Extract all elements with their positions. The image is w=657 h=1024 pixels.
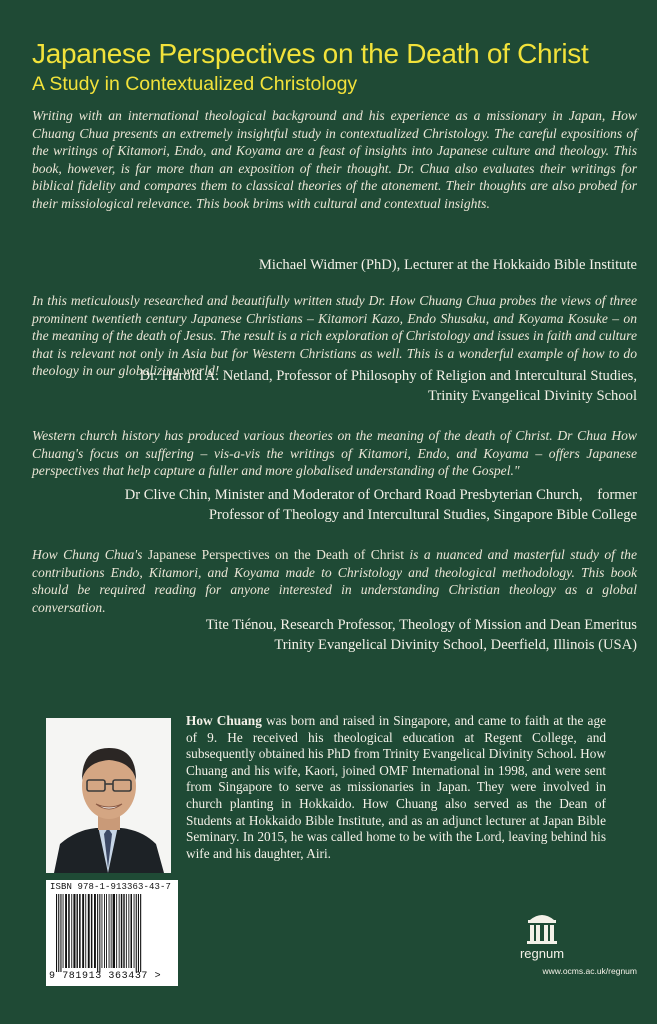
author-bio [186, 713, 606, 862]
barcode-bar [116, 894, 117, 968]
barcode-bar [68, 894, 70, 968]
barcode-bar [56, 894, 57, 972]
barcode-bar [138, 894, 139, 972]
barcode-bar [73, 894, 75, 968]
endorsement-1-attribution [17, 255, 637, 275]
barcode-bar [111, 894, 112, 968]
barcode-bar [60, 894, 61, 972]
endorsement-2-text: In this meticulously researched and beautifully written study Dr. How Chuang Chua probes the views of three prominent twentieth century Japanese Christians – Kitamori Kazo, Endo Shusaku, and Koyama Kosuke – on the meaning of the death of Jesus. The result is a rich exploration of Christology and issues in faith and culture that is relevant not only in Asia but for Western Christians as well. This is a wonderful example of how to do theology in our globalizing world! [32, 293, 638, 378]
endorsement-1-text: Writing with an international theological background and his experience as a missionary in Japan, How Chuang Chua presents an extremely insightful study in contextualized Christology. The careful expositions of the writings of Kitamori, Endo, and Koyama are a feast of insights into Japanese culture and theology. This book, however, is far more than an exposition of their thought. Dr. Chua also evaluates their writings for biblical fidelity and compares them to classical theories of the atonement. Their thoughts are also probed for their missiological relevance. This book brims with cultural and contextual insights. [32, 108, 637, 211]
attribution-line: Dr. Harold A. Netland, Professor of Philosophy of Religion and Intercultural Studies, [139, 368, 637, 384]
author-bio-text: was born and raised in Singapore, and came to faith at the age of 9. He received his theological education at Regent College, and subsequently obtained his PhD from Trinity Evangelical Divinity School. How Chuang and his wife, Kaori, joined OMF International in 1998, and were sent from Singapore to serve as missionaries in Japan. They were involved in church planting in Hokkaido. How Chuang also served as the Dean of Students at Hokkaido Bible Institute, and as an adjunct lecturer at Japan Bible Seminary. In 2015, he was called home to be with the Lord, leaving behind his wife and his daughter, Airi. [186, 713, 606, 861]
barcode-bar [128, 894, 129, 968]
endorsement-4-suffix: is a nuanced and masterful study of the contributions Endo, Kitamori, and Koyama made to Christology and theological methodology. This book should be required reading for anyone interested in understanding Christian theology as a global conversation. [32, 547, 637, 615]
barcode-bar [106, 894, 107, 968]
isbn-barcode [46, 880, 178, 986]
barcode-bar [131, 894, 133, 968]
barcode-bar [104, 894, 105, 968]
barcode-bar [119, 894, 120, 968]
barcode-bar [77, 894, 78, 968]
barcode-bar [123, 894, 124, 968]
publisher-url: www.ocms.ac.uk/regnum [542, 966, 637, 976]
barcode-bar [65, 894, 67, 968]
author-portrait-image [46, 718, 171, 873]
attribution-line: Trinity Evangelical Divinity School, Deerfield, Illinois (USA) [274, 637, 637, 653]
isbn-digits: 9 781913 363437 > [49, 971, 162, 982]
attribution-line: Professor of Theology and Intercultural Studies, Singapore Bible College [208, 507, 637, 523]
barcode-bar [58, 894, 59, 972]
barcode-bar [136, 894, 137, 972]
book-subtitle: A Study in Contextualized Christology [32, 73, 358, 95]
barcode-bar [121, 894, 123, 968]
publisher-name: regnum [519, 946, 565, 961]
barcode-bar [126, 894, 127, 968]
barcode-bar [134, 894, 135, 968]
barcode-bar [140, 894, 141, 972]
attribution-line: Dr Clive Chin, Minister and Moderator of Orchard Road Presbyterian Church, former [124, 487, 637, 503]
author-bio-name: How Chuang [186, 713, 262, 728]
barcode-bar [99, 894, 100, 972]
author-photo [46, 718, 171, 873]
barcode-bar [97, 894, 98, 972]
barcode-bar [88, 894, 90, 968]
barcode-bar [79, 894, 81, 968]
barcode-bar [109, 894, 110, 968]
isbn-label: ISBN 978-1-913363-43-7 [50, 882, 172, 892]
endorsement-4-book-title: Japanese Perspectives on the Death of Christ [147, 547, 404, 562]
endorsement-4-prefix: How Chung Chua's [32, 547, 148, 562]
barcode-bar [85, 894, 86, 968]
attribution-line: Michael Widmer (PhD), Lecturer at the Hokkaido Bible Institute [258, 257, 637, 273]
barcode-bar [94, 894, 96, 968]
attribution-line: Tite Tiénou, Research Professor, Theology of Mission and Dean Emeritus [205, 617, 637, 633]
barcode-bar [91, 894, 93, 968]
barcode-bar [113, 894, 115, 968]
barcode-bar [102, 894, 103, 968]
endorsement-3-text: Western church history has produced various theories on the meaning of the death of Christ. Dr Chua How Chuang's focus on suffering – vis-a-vis the writings of Kitamori, Endo, and Koyama – offers Japanese perspectives that help capture a fuller and more globalised understanding of the Gospel." [32, 428, 637, 478]
barcode-bar [82, 894, 84, 968]
endorsement-4-attribution [17, 615, 637, 655]
book-title: Japanese Perspectives on the Death of Christ [32, 38, 589, 69]
barcode-bar [71, 894, 72, 968]
attribution-line: Trinity Evangelical Divinity School [427, 388, 637, 404]
endorsement-2-attribution [17, 366, 637, 406]
endorsement-4-text [32, 546, 637, 616]
barcode-bar [63, 894, 64, 968]
endorsement-3-attribution [17, 485, 637, 525]
